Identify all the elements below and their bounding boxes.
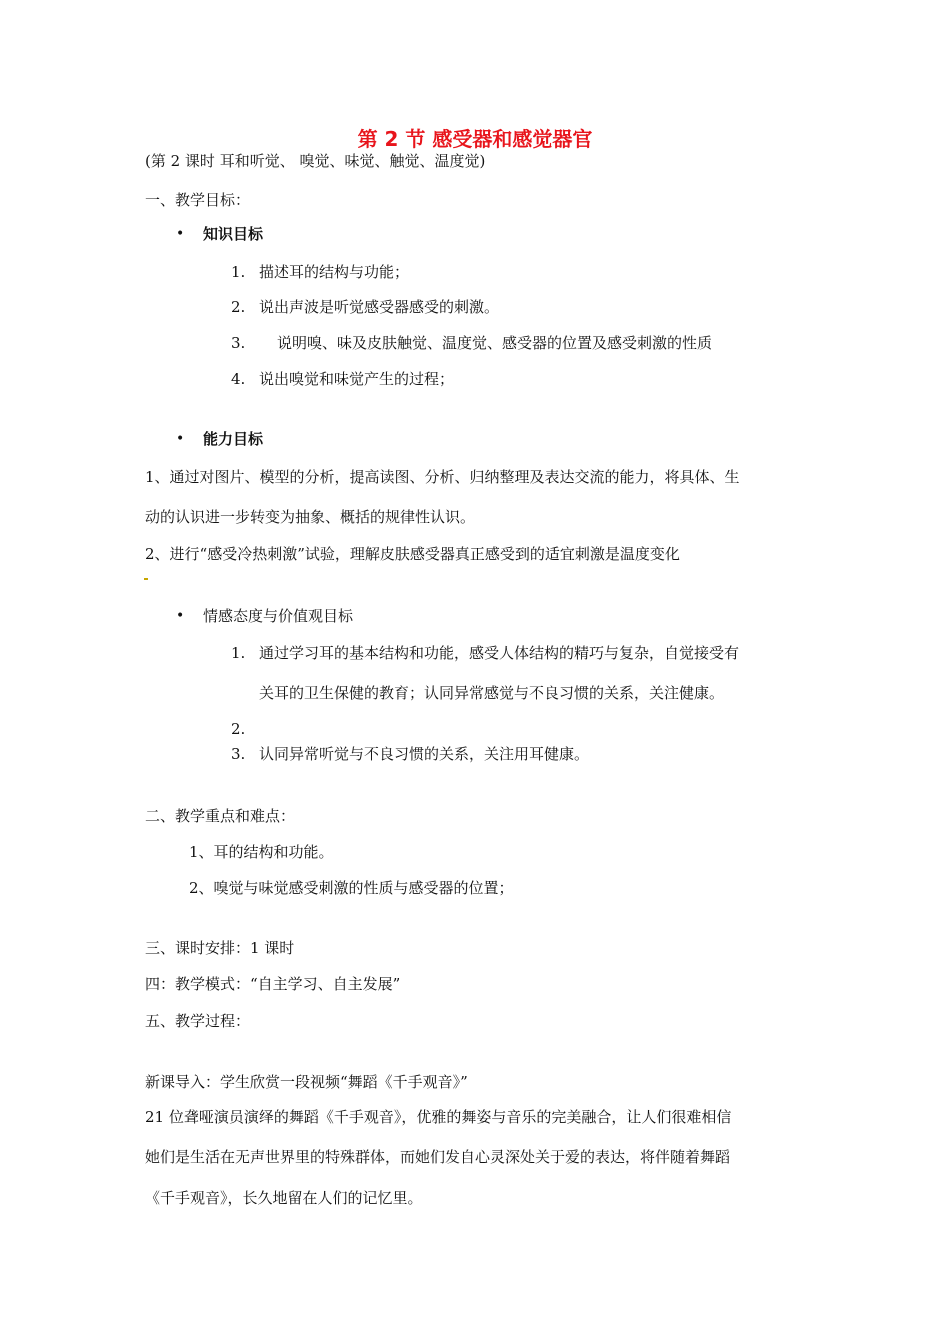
list-text: 通过学习耳的基本结构和功能，感受人体结构的精巧与复杂，自觉接受有 xyxy=(259,644,740,662)
bullet-ability: • xyxy=(176,431,185,447)
bullet-emotion: • xyxy=(176,608,185,624)
knowledge-item-4 xyxy=(231,369,454,389)
ability-paragraph-1-line-1: 1、通过对图片、模型的分析，提高读图、分析、归纳整理及表达交流的能力，将具体、生 xyxy=(145,468,740,486)
knowledge-item-1 xyxy=(231,262,409,282)
list-text: 认同异常听觉与不良习惯的关系，关注用耳健康。 xyxy=(259,745,590,763)
emotion-item-2: 2. xyxy=(231,720,246,738)
ability-paragraph-1-line-2: 动的认识进一步转变为抽象、概括的规律性认识。 xyxy=(145,508,476,526)
list-text: 描述耳的结构与功能； xyxy=(259,263,410,281)
list-number: 1. xyxy=(231,644,246,662)
list-text: 说出嗅觉和味觉产生的过程； xyxy=(259,370,455,388)
section-3: 三、课时安排：1 课时 xyxy=(145,939,295,957)
section-4: 四：教学模式：“自主学习、自主发展” xyxy=(145,975,401,993)
page-title: 第 2 节 感受器和感觉器官 xyxy=(357,127,593,151)
bullet-knowledge: • xyxy=(176,226,185,242)
list-number: 1. xyxy=(231,263,246,281)
list-text: 说出声波是听觉感受器感受的刺激。 xyxy=(259,298,500,316)
intro-line-3: 她们是生活在无声世界里的特殊群体，而她们发自心灵深处关于爱的表达，将伴随着舞蹈 xyxy=(145,1148,731,1166)
edit-mark xyxy=(144,578,148,580)
section-2-heading: 二、教学重点和难点： xyxy=(145,807,296,825)
section-2-item-2: 2、嗅觉与味觉感受刺激的性质与感受器的位置； xyxy=(189,879,514,897)
section-5: 五、教学过程： xyxy=(145,1012,251,1030)
emotion-heading: 情感态度与价值观目标 xyxy=(203,607,354,625)
list-number: 3. xyxy=(231,334,246,352)
intro-line-4: 《千手观音》，长久地留在人们的记忆里。 xyxy=(145,1189,423,1207)
list-text: 说明嗅、味及皮肤触觉、温度觉、感受器的位置及感受刺激的性质 xyxy=(277,334,713,352)
list-number: 2. xyxy=(231,298,246,316)
knowledge-item-2 xyxy=(231,297,499,317)
intro-line-2: 21 位聋哑演员演绎的舞蹈《千手观音》，优雅的舞姿与音乐的完美融合，让人们很难相信 xyxy=(145,1108,732,1126)
intro-line-1: 新课导入：学生欣赏一段视频“舞蹈《千手观音》” xyxy=(145,1073,468,1091)
section-1-heading: 一、教学目标： xyxy=(145,191,251,209)
knowledge-item-3 xyxy=(231,333,712,353)
knowledge-heading: 知识目标 xyxy=(203,225,264,243)
emotion-item-3 xyxy=(231,744,589,764)
list-number: 3. xyxy=(231,745,246,763)
section-2-item-1: 1、耳的结构和功能。 xyxy=(189,843,334,861)
ability-heading: 能力目标 xyxy=(203,430,264,448)
emotion-item-1-line-1 xyxy=(231,643,739,663)
subtitle: (第 2 课时 耳和听觉、 嗅觉、味觉、触觉、温度觉) xyxy=(145,152,486,170)
list-number: 4. xyxy=(231,370,246,388)
emotion-item-1-line-2: 关耳的卫生保健的教育；认同异常感觉与不良习惯的关系，关注健康。 xyxy=(259,684,725,702)
ability-paragraph-2: 2、进行“感受冷热刺激”试验，理解皮肤感受器真正感受到的适宜刺激是温度变化 xyxy=(145,545,680,563)
